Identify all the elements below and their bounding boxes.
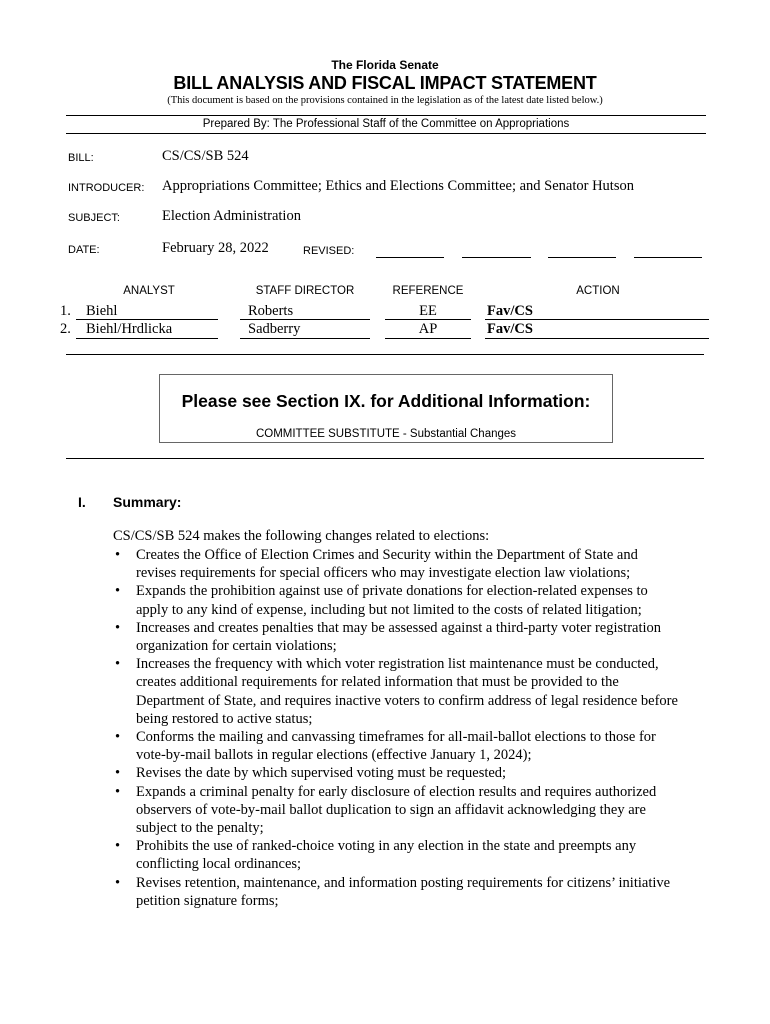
notice-subtitle: COMMITTEE SUBSTITUTE - Substantial Changes — [255, 428, 517, 440]
notice-title: Please see Section IX. for Additional Information: — [181, 391, 591, 411]
bullet-line: Conforms the mailing and canvassing timeframes for all-mail-ballot elections to those for — [136, 729, 656, 746]
bullet-icon: • — [115, 765, 121, 782]
bullet-line: creates additional requirements for related information that must be provided to the — [136, 674, 619, 691]
bullet-line: Department of State, and requires inactive voters to confirm address of legal residence before — [136, 692, 678, 709]
bullet-line: petition signature forms; — [136, 892, 279, 909]
section-heading: Summary: — [113, 494, 182, 510]
bullet-line: Expands a criminal penalty for early disclosure of election results and requires authorized — [136, 783, 657, 800]
bullet-line: Increases and creates penalties that may be assessed against a third-party voter registration — [136, 619, 662, 636]
bullet-line: Increases the frequency with which voter registration list maintenance must be conducted, — [136, 656, 659, 673]
bullet-line: apply to any kind of expense, including but not limited to the costs of related litigation; — [136, 601, 642, 618]
analyst-cell: Biehl — [86, 303, 118, 319]
analyst-cell: Biehl/Hrdlicka — [86, 321, 173, 337]
introducer-label: INTRODUCER: — [68, 182, 145, 194]
summary-bullet-list — [113, 546, 713, 910]
document-title: BILL ANALYSIS AND FISCAL IMPACT STATEMENT — [173, 73, 597, 93]
revised-label: REVISED: — [303, 245, 355, 257]
bullet-line: vote-by-mail ballots in regular elections (effective January 1, 2024); — [136, 747, 532, 764]
bill-value: CS/CS/SB 524 — [162, 148, 249, 164]
bullet-icon: • — [115, 729, 121, 746]
reference-underline — [385, 319, 471, 320]
list-item — [113, 764, 713, 782]
bullet-icon: • — [115, 583, 121, 600]
subject-value: Election Administration — [162, 208, 301, 224]
reference-header: REFERENCE — [392, 285, 464, 297]
staff-director-cell: Sadberry — [248, 321, 301, 337]
date-value: February 28, 2022 — [162, 240, 269, 256]
list-item — [113, 837, 713, 873]
list-item — [113, 619, 713, 655]
summary-intro: CS/CS/SB 524 makes the following changes related to elections: — [113, 528, 490, 544]
bullet-line: Revises retention, maintenance, and information posting requirements for citizens’ initiative — [136, 874, 671, 891]
analyst-underline — [76, 338, 218, 339]
staff-director-cell: Roberts — [248, 303, 294, 319]
bullet-icon: • — [115, 656, 121, 673]
bullet-line: revises requirements for special officers who may investigate election law violations; — [136, 565, 631, 582]
introducer-value: Appropriations Committee; Ethics and Elections Committee; and Senator Hutson — [162, 178, 634, 194]
list-item — [113, 582, 713, 618]
divider-prepared — [66, 133, 706, 134]
action-underline — [485, 319, 709, 320]
reference-underline — [385, 338, 471, 339]
document-subtitle: (This document is based on the provisions contained in the legislation as of the latest date listed below.) — [167, 95, 603, 106]
bullet-line: Expands the prohibition against use of private donations for election-related expenses to — [136, 583, 648, 600]
revised-blank-1 — [376, 257, 444, 258]
divider-table — [66, 354, 704, 355]
analyst-header: ANALYST — [123, 285, 175, 297]
staff-director-underline — [240, 319, 370, 320]
bullet-line: observers of vote-by-mail ballot duplication to sign an affidavit acknowledging they are — [136, 801, 646, 818]
bullet-icon: • — [115, 874, 121, 891]
analyst-underline — [76, 319, 218, 320]
date-label: DATE: — [68, 244, 100, 256]
revised-blank-2 — [462, 257, 531, 258]
bullet-line: Prohibits the use of ranked-choice voting in any election in the state and preempts any — [136, 838, 637, 855]
revised-blank-4 — [634, 257, 702, 258]
action-underline — [485, 338, 709, 339]
row-number: 1. — [60, 303, 71, 319]
list-item — [113, 728, 713, 764]
action-cell: Fav/CS — [487, 303, 533, 319]
list-item — [113, 655, 713, 728]
bullet-icon: • — [115, 619, 121, 636]
staff-director-underline — [240, 338, 370, 339]
bullet-line: being restored to active status; — [136, 710, 313, 727]
divider-notice — [66, 458, 704, 459]
action-cell: Fav/CS — [487, 321, 533, 337]
bullet-line: subject to the penalty; — [136, 820, 264, 837]
prepared-by: Prepared By: The Professional Staff of the Committee on Appropriations — [202, 118, 570, 130]
list-item — [113, 874, 713, 910]
list-item — [113, 546, 713, 582]
bullet-line: Creates the Office of Election Crimes and Security within the Department of State and — [136, 547, 638, 563]
section-number: I. — [78, 494, 86, 510]
bullet-line: Revises the date by which supervised voting must be requested; — [136, 765, 507, 782]
revised-blank-3 — [548, 257, 616, 258]
row-number: 2. — [60, 321, 71, 337]
list-item — [113, 783, 713, 838]
bullet-icon: • — [115, 783, 121, 800]
senate-name: The Florida Senate — [331, 58, 439, 72]
bullet-line: conflicting local ordinances; — [136, 856, 302, 873]
bullet-line: organization for certain violations; — [136, 638, 337, 655]
bill-label: BILL: — [68, 152, 94, 164]
bullet-icon: • — [115, 838, 121, 855]
staff-director-header: STAFF DIRECTOR — [255, 285, 355, 297]
reference-cell: AP — [418, 321, 438, 337]
divider-top — [66, 115, 706, 116]
subject-label: SUBJECT: — [68, 212, 120, 224]
bullet-icon: • — [115, 547, 121, 563]
action-header: ACTION — [576, 285, 620, 297]
reference-cell: EE — [419, 303, 437, 319]
